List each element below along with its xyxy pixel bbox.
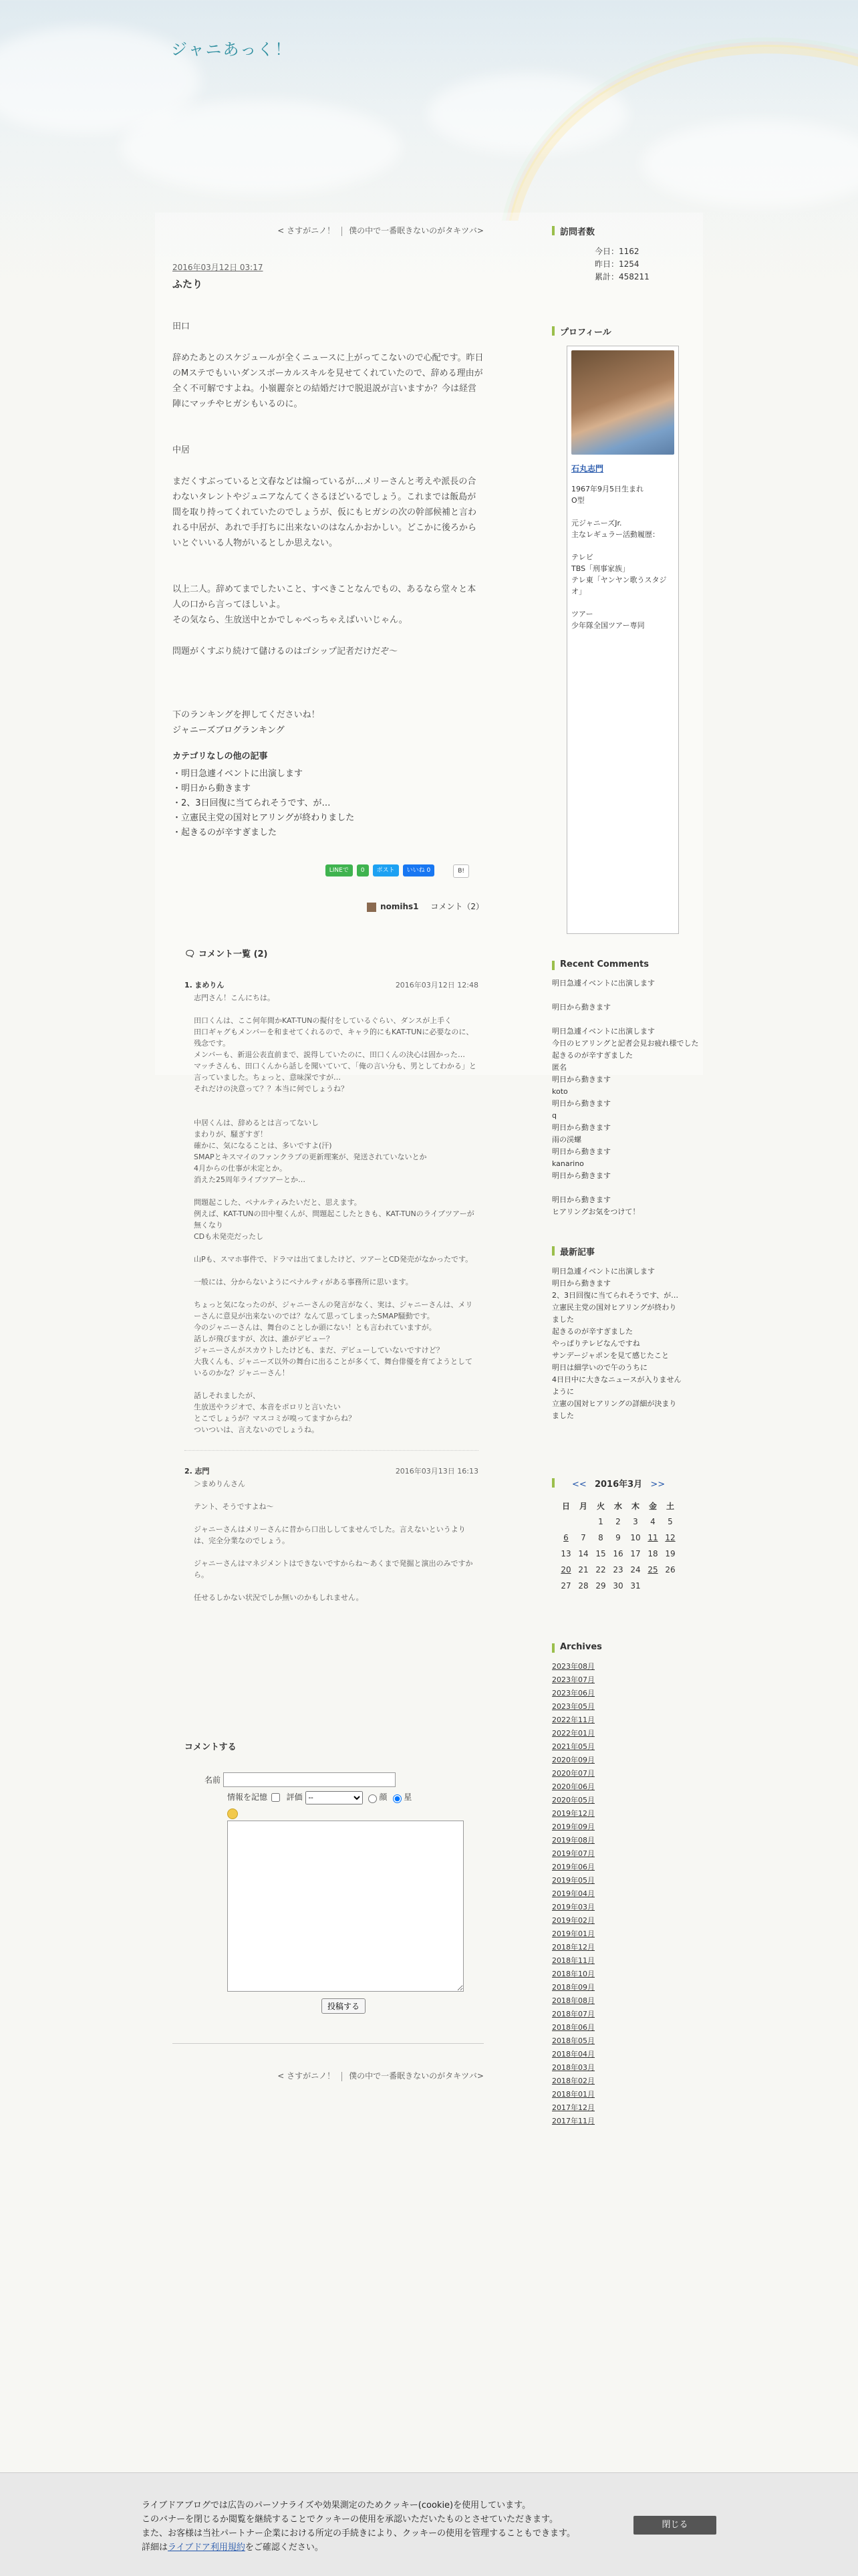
latest-link[interactable]: 明日は細学いので午のうちに (552, 1363, 648, 1372)
calendar-day: 5 (668, 1517, 673, 1526)
latest-link[interactable]: 立憲民主党の国対ヒアリングが終わりました (552, 1303, 677, 1324)
archive-link[interactable]: 2019年07月 (552, 1849, 595, 1858)
archive-link[interactable]: 2017年11月 (552, 2117, 595, 2125)
cookie-line: また、お客様は当社パートナー企業における所定の手続きにより、クッキーの使用を管理することもできます。 (142, 2529, 575, 2539)
recent-comment-author: koto (552, 1087, 568, 1096)
category-link[interactable]: 明日急遽イベントに出演します (181, 769, 303, 779)
calendar-day: 30 (613, 1581, 623, 1591)
comment-count-link[interactable]: コメント（2） (430, 902, 484, 911)
author-avatar (367, 903, 376, 912)
category-heading: カテゴリなしの他の記事 (172, 751, 268, 762)
archive-link[interactable]: 2019年06月 (552, 1863, 595, 1871)
calendar-prev[interactable]: << (572, 1480, 587, 1490)
visits-today: 今日：1162 (595, 247, 639, 256)
latest-heading: 最新記事 (552, 1245, 706, 1258)
archive-link[interactable]: 2018年03月 (552, 2063, 595, 2072)
comment-item (184, 1466, 478, 1603)
pager-bottom (155, 2070, 484, 2081)
calendar-day: 21 (578, 1565, 589, 1574)
archive-link[interactable]: 2018年02月 (552, 2077, 595, 2085)
comment-date: 2016年03月13日 16:13 (395, 1467, 478, 1476)
latest-link[interactable]: 起きるのが辛すぎました (552, 1327, 633, 1336)
recent-comment-link[interactable]: 明日から動きます (552, 1147, 611, 1156)
category-item (172, 782, 484, 796)
remember-label: 情報を記憶 (227, 1792, 268, 1802)
pager-top (155, 214, 498, 236)
category-item (172, 767, 484, 782)
recent-comment-link[interactable]: 明日から動きます (552, 1195, 611, 1204)
calendar-day (575, 1514, 592, 1530)
entry-paragraph: 田口 (172, 322, 190, 332)
b-share-button[interactable]: 0 (357, 864, 369, 876)
entry (155, 236, 498, 912)
archive-link[interactable]: 2020年09月 (552, 1756, 595, 1764)
category-item (172, 811, 484, 826)
recent-comment-author: kanarino (552, 1159, 584, 1168)
calendar-day: 1 (598, 1517, 603, 1526)
archive-link[interactable]: 2018年06月 (552, 2023, 595, 2032)
calendar-day: 10 (630, 1533, 641, 1542)
profile-details (571, 483, 674, 631)
calendar-day: 15 (595, 1549, 606, 1558)
comment-form (184, 1740, 478, 2014)
calendar-table (557, 1498, 679, 1594)
entry-paragraph: 中居 (172, 445, 190, 455)
calendar-day: 4 (650, 1517, 656, 1526)
calendar-day-link[interactable]: 12 (665, 1533, 676, 1542)
archive-link[interactable]: 2019年09月 (552, 1823, 595, 1831)
latest-link[interactable]: サンデージャポンを見て感じたこと (552, 1351, 670, 1360)
calendar-day: 17 (630, 1549, 641, 1558)
facebook-like-button[interactable]: いいね 0 (403, 864, 435, 876)
calendar-day: 8 (598, 1533, 603, 1542)
calendar-day: 3 (633, 1517, 638, 1526)
calendar-day: 19 (665, 1549, 676, 1558)
archive-link[interactable]: 2017年12月 (552, 2103, 595, 2112)
cookie-detail-prefix: 詳細は (142, 2543, 168, 2553)
star-radio-label: 星 (404, 1792, 412, 1802)
archive-link[interactable]: 2020年06月 (552, 1782, 595, 1791)
category-item (172, 826, 484, 840)
archive-link[interactable]: 2018年07月 (552, 2010, 595, 2018)
category-link[interactable]: 2、3日回復に当てられそうです、が… (181, 798, 331, 808)
calendar-day: 13 (561, 1549, 571, 1558)
remember-checkbox[interactable] (271, 1793, 280, 1802)
archive-link[interactable]: 2020年07月 (552, 1769, 595, 1778)
archive-link[interactable]: 2019年12月 (552, 1809, 595, 1818)
latest-link[interactable]: やっぱりテレビなんですね (552, 1339, 640, 1348)
calendar-day-link[interactable]: 25 (648, 1565, 658, 1574)
submit-row (184, 1998, 503, 2014)
emoji-icon[interactable] (227, 1808, 238, 1819)
archive-link[interactable]: 2019年02月 (552, 1916, 595, 1925)
archive-link[interactable]: 2019年05月 (552, 1876, 595, 1885)
archives-heading: Archives (552, 1642, 706, 1652)
profile-line: 少年隊全国ツアー専同 (571, 621, 645, 630)
archive-link[interactable]: 2019年01月 (552, 1929, 595, 1938)
entry-paragraph: 辞めたあとのスケジュールが全くニュースに上がってこないので心配です。昨日のMステでもいいダンスボーカルスキルを見せてくれていたので、辞める理由が全く不可解ですよね。小嶺麗奈との結婚だけで脱退説が言いますか？今は経営陣にマッチやヒガシもいるのに。 (172, 353, 484, 409)
recent-comment-link[interactable]: 明日急遽イベントに出演します (552, 1027, 655, 1036)
archive-link[interactable]: 2018年11月 (552, 1956, 595, 1965)
profile-photo (571, 350, 674, 455)
name-input[interactable] (223, 1772, 396, 1787)
calendar-day: 7 (581, 1533, 586, 1542)
calendar-day (557, 1514, 575, 1530)
pager-divider (172, 2043, 484, 2044)
archive-link[interactable]: 2019年08月 (552, 1836, 595, 1845)
main-column (155, 214, 498, 2487)
comment-text: ＞まめりんさん テント、そうですよね〜 ジャニーさんはメリーさんに昔から口出ししてませんでした。言えないというよりは、完全分業なのでしょう。 ジャニーさんはマネジメントはできないですからね〜あくまで発掘と演出のみですから。 任せるしかない状況でしか無いのかもしれません。 (194, 1480, 473, 1602)
calendar-heading (552, 1477, 706, 1490)
recent-comment-link[interactable]: 起きるのが辛すぎました (552, 1051, 633, 1060)
comment-textarea[interactable] (227, 1821, 464, 1992)
recent-comment-author: 匿名 (552, 1063, 567, 1072)
comment-number: 2. (184, 1467, 192, 1476)
cookie-close-button[interactable]: 閉じる (633, 2516, 716, 2535)
prev-link[interactable]: < さすがニノ！ (277, 2071, 335, 2081)
submit-button[interactable]: 投稿する (321, 1998, 366, 2014)
cookie-detail-suffix: をご確認ください。 (245, 2543, 323, 2553)
profile-spacer (571, 597, 674, 608)
calendar-title: 2016年3月 (594, 1480, 643, 1490)
archive-link[interactable]: 2023年07月 (552, 1675, 595, 1684)
latest-link[interactable]: 立憲の国対ヒアリングの詳細が決まりました (552, 1399, 677, 1420)
author-name[interactable]: nomihs1 (380, 902, 419, 911)
latest-list (552, 1266, 683, 1422)
face-radio-label: 顔 (379, 1792, 388, 1802)
category-link[interactable]: 明日から動きます (181, 784, 251, 794)
hatena-button[interactable]: B! (453, 864, 469, 878)
archive-link[interactable]: 2022年01月 (552, 1729, 595, 1738)
archive-link[interactable]: 2023年05月 (552, 1702, 595, 1711)
weekday: 金 (648, 1501, 657, 1511)
calendar-day: 24 (630, 1565, 641, 1574)
calendar-day-link[interactable]: 11 (648, 1533, 658, 1542)
share-buttons (172, 864, 469, 878)
profile-line: テレ東「ヤンヤン歌うスタジオ」 (571, 576, 667, 596)
comment-author: まめりん (194, 981, 225, 989)
weekday: 月 (579, 1501, 587, 1511)
recent-comment-author: 雨の渓螺 (552, 1135, 581, 1144)
comments-heading (184, 947, 478, 959)
entry-meta (172, 901, 484, 912)
archive-link[interactable]: 2021年05月 (552, 1742, 595, 1751)
calendar-day-link[interactable]: 20 (561, 1565, 571, 1574)
archive-link[interactable]: 2018年12月 (552, 1943, 595, 1952)
weekday: 木 (631, 1501, 639, 1511)
archive-link[interactable]: 2019年03月 (552, 1903, 595, 1911)
sidebar (552, 214, 706, 2128)
latest-link[interactable]: 明日から動きます (552, 1279, 611, 1288)
cookie-text (142, 2498, 575, 2555)
category-link[interactable]: 立憲民主党の国対ヒアリングが終わりました (181, 813, 355, 823)
calendar-day: 28 (578, 1581, 589, 1591)
visits-widget (552, 214, 706, 283)
profile-spacer (571, 540, 674, 552)
comment-item (184, 979, 478, 1435)
cookie-banner (0, 2472, 858, 2576)
profile-line: O型 (571, 496, 585, 505)
comments-heading-text: コメント一覧 (2) (198, 949, 268, 959)
recent-comment-link[interactable]: 明日から動きます (552, 1099, 611, 1108)
calendar-day-link[interactable]: 6 (563, 1533, 569, 1542)
calendar-widget (552, 1477, 706, 1594)
next-link[interactable]: 僕の中で一番眠きないのがタキツバ> (349, 2071, 484, 2081)
latest-link[interactable]: 4日日中に大きなニュースが入りませんように (552, 1375, 682, 1396)
comment-date: 2016年03月12日 12:48 (395, 981, 478, 989)
archives-widget (552, 1642, 706, 2128)
calendar-day: 16 (613, 1549, 623, 1558)
cookie-line: ライブドアブログでは広告のパーソナライズや効果測定のためクッキー(cookie)を使用しています。 (142, 2500, 531, 2510)
entry-paragraph: まだくすぶっていると文春などは煽っているが…メリーさんと考えや派長の合わないタレントやジュニアなんてくさるほどいるでしょう。これまでは飯島が間を取り持ってくれていたのでしょうが、仮にもヒガシの次の幹部候補と言われる中居が、あれで手打ちに出来ないのはなんかおかしい。どこかに後ろからいとぐいいる人物がいるとしか思えない。 (172, 477, 477, 548)
profile-line: TBS「刑事家族」 (571, 564, 630, 573)
category-item (172, 796, 484, 811)
calendar-next[interactable]: >> (650, 1480, 666, 1490)
archives-list (552, 1660, 706, 2128)
cloud (120, 100, 401, 194)
cookie-detail (142, 2541, 575, 2555)
divider (341, 227, 342, 236)
cookie-line: このバナーを閉じるか閲覧を継続することでクッキーの使用を承認いただいたものとさせていただきます。 (142, 2514, 558, 2525)
comment-author[interactable]: 志門 (194, 1467, 210, 1476)
comment-number: 1. (184, 981, 192, 989)
latest-widget (552, 1245, 706, 1422)
calendar-day: 9 (615, 1533, 621, 1542)
recent-comments-list (552, 977, 706, 1218)
category-list (172, 767, 484, 840)
profile-line: 主なレギュラー活動履歴： (571, 530, 660, 539)
rating-select[interactable] (305, 1791, 363, 1804)
recent-comment-author: q (552, 1111, 557, 1120)
entry-body (172, 319, 484, 738)
visits-heading: 訪問者数 (552, 225, 706, 237)
archive-link[interactable]: 2018年05月 (552, 2036, 595, 2045)
archive-link[interactable]: 2023年06月 (552, 1689, 595, 1697)
calendar-day: 2 (615, 1517, 621, 1526)
twitter-share-button[interactable]: ポスト (373, 864, 399, 876)
entry-title: ふたり (172, 278, 203, 290)
calendar-day: 29 (595, 1581, 606, 1591)
terms-link[interactable]: ライブドア利用規約 (168, 2543, 245, 2553)
calendar-day: 14 (578, 1549, 589, 1558)
header-sky (0, 0, 858, 221)
profile-line: 1967年9月5日生まれ (571, 485, 644, 493)
profile-box (567, 346, 679, 934)
comments (184, 947, 478, 1603)
calendar-day (644, 1578, 662, 1594)
calendar-day: 27 (561, 1581, 571, 1591)
calendar-day: 26 (665, 1565, 676, 1574)
profile-widget (552, 325, 706, 934)
name-row (204, 1772, 478, 1787)
ranking-link[interactable]: ジャニーズブログランキング (172, 725, 285, 735)
entry-paragraph: 問題がくすぶり続けて儲けるのはゴシップ記者だけだぞ〜 (172, 647, 398, 657)
archive-link[interactable]: 2022年11月 (552, 1716, 595, 1724)
entry-date[interactable]: 2016年03月12日 03:17 (172, 263, 263, 272)
calendar-day: 23 (613, 1565, 623, 1574)
rating-label: 評価 (286, 1792, 303, 1802)
visits-yesterday: 昨日：1254 (595, 259, 639, 269)
weekday: 火 (596, 1501, 605, 1511)
profile-line: 元ジャニーズJr. (571, 519, 622, 528)
recent-comment-link[interactable]: 明日から動きます (552, 1171, 611, 1180)
calendar-day (662, 1578, 679, 1594)
site-title[interactable]: ジャニあっく！ (171, 40, 293, 59)
recent-comment-link[interactable]: 明日から動きます (552, 1075, 611, 1084)
archive-link[interactable]: 2018年04月 (552, 2050, 595, 2059)
archive-link[interactable]: 2019年04月 (552, 1889, 595, 1898)
rainbow (508, 47, 858, 221)
face-radio[interactable] (368, 1794, 377, 1803)
calendar-day: 31 (630, 1581, 641, 1591)
recent-comment-link[interactable]: 明日から動きます (552, 1003, 611, 1012)
archive-link[interactable]: 2018年01月 (552, 2090, 595, 2099)
recent-comment-link[interactable]: 明日急遽イベントに出演します (552, 979, 655, 987)
comment-form-heading: コメントする (184, 1742, 237, 1752)
next-link[interactable]: 僕の中で一番眠きないのがタキツバ> (349, 226, 484, 235)
star-radio[interactable] (393, 1794, 402, 1803)
calendar-day: 18 (648, 1549, 658, 1558)
recent-comments-heading: Recent Comments (552, 959, 706, 969)
recent-comment-author: 今日のヒアリングと記者会見お疲れ様でした (552, 1039, 699, 1048)
archive-link[interactable]: 2018年08月 (552, 1996, 595, 2005)
profile-heading: プロフィール (552, 325, 706, 338)
divider (341, 2072, 342, 2081)
archive-link[interactable]: 2020年05月 (552, 1796, 595, 1804)
options-row (227, 1791, 478, 1804)
profile-line: ツアー (571, 610, 593, 618)
entry-paragraph: 以上二人。辞めてまでしたいこと、すべきことなんでもの、あるなら堂々と本人の口から言ってほしいよ。 その気なら、生放送中とかでしゃべっちゃえばいいじゃん。 (172, 584, 476, 625)
profile-spacer (571, 506, 674, 517)
archive-link[interactable]: 2023年08月 (552, 1662, 595, 1671)
calendar-day: 22 (595, 1565, 606, 1574)
profile-line: テレビ (571, 553, 593, 562)
ranking-text: 下のランキングを押してくださいね！ (172, 710, 320, 720)
weekday: 土 (666, 1501, 674, 1511)
archive-link[interactable]: 2018年09月 (552, 1983, 595, 1992)
recent-comment-author: ヒアリングお気をつけて！ (552, 1207, 640, 1216)
visits-total: 累計：458211 (595, 272, 650, 281)
latest-link[interactable]: 明日急遽イベントに出演します (552, 1267, 655, 1276)
visits-list (552, 245, 706, 283)
comment-text: 志門さん！こんにちは。 田口くんは、ここ何年間かKAT-TUNの擬付をしているぐらい、ダンスが上手く 田口ギャグもメンバーを和ませてくれるので、キャラ的にもKAT-TUNに必要なのに、残念です。 メンバーも、新退公表直前まで、説得していたのに、田口くんの決心は固かった… マッチさんも、田口くんから話しを聞いていて、「俺の言い分も、男としてわかる」と言っていました。ちょっと、意味深ですが… それだけの決意って？？本当に何でしょうね？ 中居くんは、辞めるとは言ってないし まわりが、騒ぎすぎ！ 確かに、気になることは、多いですよ(汗) SMAPとキスマイのファンクラブの更新理案が、発送されていないとか 4月からの仕事が未定とか。 消えた25周年ライブツアーとか… 問題起こした、ペナルティみたいだと、思えます。 例えば、KAT-TUNの田中聖くんが、問題起こしたときも、KAT-TUNのライブツアーが無くなり CDも未発売だったし 山Pも、スマホ事件で、ドラマは出てましたけど、ツアーとCD発売がなかったです。 一般には、分からないようにペナルティがある事務所に思います。 ちょっと気になったのが、ジャニーさんの発言がなく、実は、ジャニーさんは、メリーさんに意見が出来ないのでは？なんて思ってしまったSMAP騒動です。 今のジャニーさんは、舞台のことしか頭にない！とも言われていますが。 話しが飛びますが、次は、誰がデビュー？ ジャニーさんがスカウトしたけども、まだ、デビューしていないですけど？ 大我くんも、ジャニーズ以外の舞台に出ることが多くて、舞台俳優を育てようとしているのかな？ジャニーさん！ 話しそれましたが、 生放送やラジオで、本音をポロリと言いたい とこでしょうが？マスコミが嗅ってますからね？ ついついは、言えないのでしょうね。 (194, 993, 476, 1434)
recent-comment-link[interactable]: 明日から動きます (552, 1123, 611, 1132)
prev-link[interactable]: < さすがニノ！ (277, 226, 335, 235)
category-link[interactable]: 起きるのが辛すぎました (181, 828, 277, 838)
weekday: 水 (613, 1501, 622, 1511)
recent-comments-widget (552, 959, 706, 1218)
profile-name[interactable]: 石丸志門 (571, 464, 604, 473)
latest-link[interactable]: 2、3日回復に当てられそうです、が… (552, 1291, 679, 1300)
name-label: 名前 (204, 1775, 221, 1785)
weekday: 日 (561, 1501, 570, 1511)
archive-link[interactable]: 2018年10月 (552, 1970, 595, 1978)
comment-bubble-icon: 🗨 (184, 949, 196, 959)
line-share-button[interactable]: LINEで (325, 864, 353, 876)
comment-divider (184, 1450, 478, 1451)
